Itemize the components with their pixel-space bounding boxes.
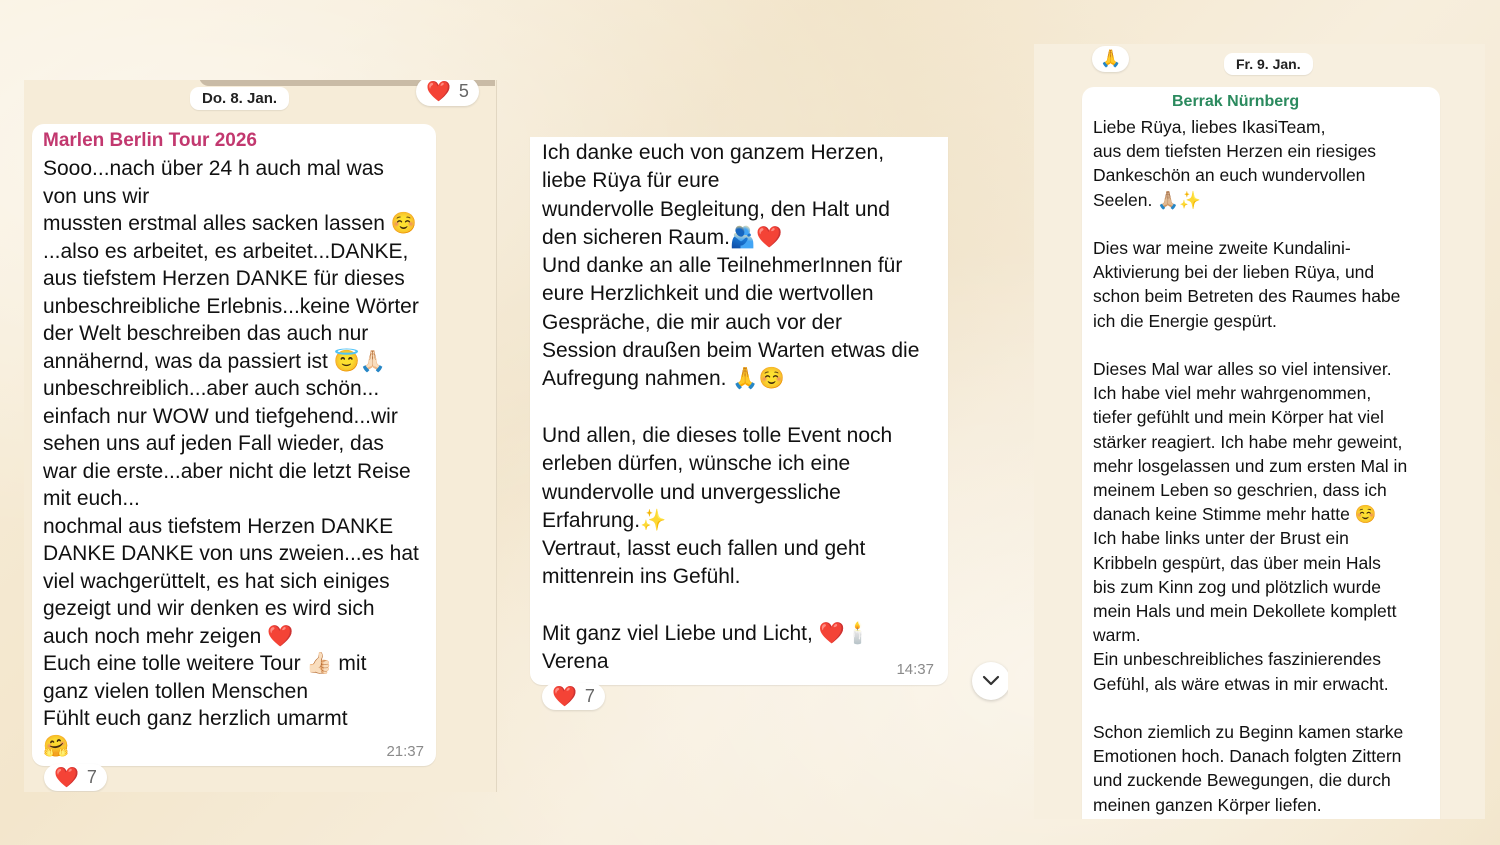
heart-icon: ❤️ [426, 80, 451, 103]
chevron-down-icon [982, 675, 1000, 687]
reaction-count: 7 [584, 686, 595, 706]
message-bubble[interactable] [1082, 87, 1440, 819]
message-text: Ich danke euch von ganzem Herzen, liebe Rüya für eure wundervolle Begleitung, den Halt und den sicheren Raum.🫂❤️ Und danke an alle TeilnehmerInnen für eure Herzlichkeit und die wertvollen Gespräche, die mir auch vor der Session draußen beim Warten etwas die Aufregung nahmen. 🙏☺️ Und allen, die dieses tolle Event noch erleben dürfen, wünsche ich eine wundervolle und unvergessliche Erfahrung.✨ Vertraut, lasst euch fallen und geht mittenrein ins Gefühl. Mit ganz viel Liebe und Licht, ❤️🕯️ Verena [542, 141, 920, 674]
message-reaction[interactable] [542, 683, 605, 710]
message-time: 21:37 [386, 743, 424, 760]
message-reaction[interactable] [1092, 46, 1129, 72]
message-reaction[interactable] [44, 764, 107, 791]
date-separator: Do. 8. Jan. [190, 87, 289, 110]
pray-icon: 🙏 [1100, 49, 1122, 68]
message-reaction[interactable] [416, 80, 479, 106]
middle-chat-screenshot [520, 125, 1008, 725]
sender-name: Berrak Nürnberg [1172, 93, 1300, 110]
date-separator: Fr. 9. Jan. [1224, 53, 1313, 75]
right-chat-screenshot [1034, 44, 1485, 819]
message-text: Sooo...nach über 24 h auch mal was von uns wir mussten erstmal alles sacken lassen ☺️ ...also es arbeitet, es arbeitet...DANKE, aus tiefstem Herzen DANKE für dieses unbeschreibliche Erlebnis...keine Wörter der Welt beschreiben das auch nur annähernd, was da passiert ist 😇🙏🏻 unbeschreiblich...aber auch schön... einfach nur WOW und tiefgehend...wir sehen uns auf jeden Fall wieder, das war die erste...aber nicht die letzt Reise mit euch... nochmal aus tiefstem Herzen DANKE DANKE DANKE von uns zweien...es hat viel wachgerüttelt, es hat sich einiges gezeigt und wir denken es wird sich auch noch mehr zeigen ❤️ Euch eine tolle weitere Tour 👍🏻 mit ganz vielen tollen Menschen Fühlt euch ganz herzlich umarmt 🤗 [43, 157, 419, 758]
heart-icon: ❤️ [552, 685, 577, 708]
heart-icon: ❤️ [54, 766, 79, 789]
message-time: 14:37 [896, 661, 934, 678]
sender-name: Marlen Berlin Tour 2026 [43, 130, 257, 151]
reaction-count: 7 [86, 767, 97, 787]
reaction-count: 5 [458, 81, 469, 101]
message-bubble[interactable] [32, 124, 436, 766]
left-chat-screenshot [24, 80, 497, 792]
message-text: Liebe Rüya, liebes IkasiTeam, aus dem tiefsten Herzen ein riesiges Dankeschön an euch wundervollen Seelen. 🙏🏼✨ Dies war meine zweite Kundalini- Aktivierung bei der lieben Rüya, und schon beim Betreten des Raumes habe ich die Energie gespürt. Dieses Mal war alles so viel intensiver. Ich habe viel mehr wahrgenommen, tiefer gefühlt und mein Körper hat viel stärker reagiert. Ich habe mehr geweint, mehr losgelassen und zum ersten Mal in meinem Leben so geschrien, dass ich danach keine Stimme mehr hatte ☺️ Ich habe links unter der Brust ein Kribbeln gespürt, das über mein Hals bis zum Kinn zog und plötzlich wurde mein Hals und mein Dekollete komplett warm. Ein unbeschreibliches faszinierendes Gefühl, als wäre etwas in mir erwacht. Schon ziemlich zu Beginn kamen starke Emotionen hoch. Danach folgten Zittern und zuckende Bewegungen, die durch meinen ganzen Körper liefen. [1093, 117, 1408, 815]
message-bubble[interactable] [530, 137, 948, 685]
scroll-down-button[interactable] [972, 662, 1008, 700]
